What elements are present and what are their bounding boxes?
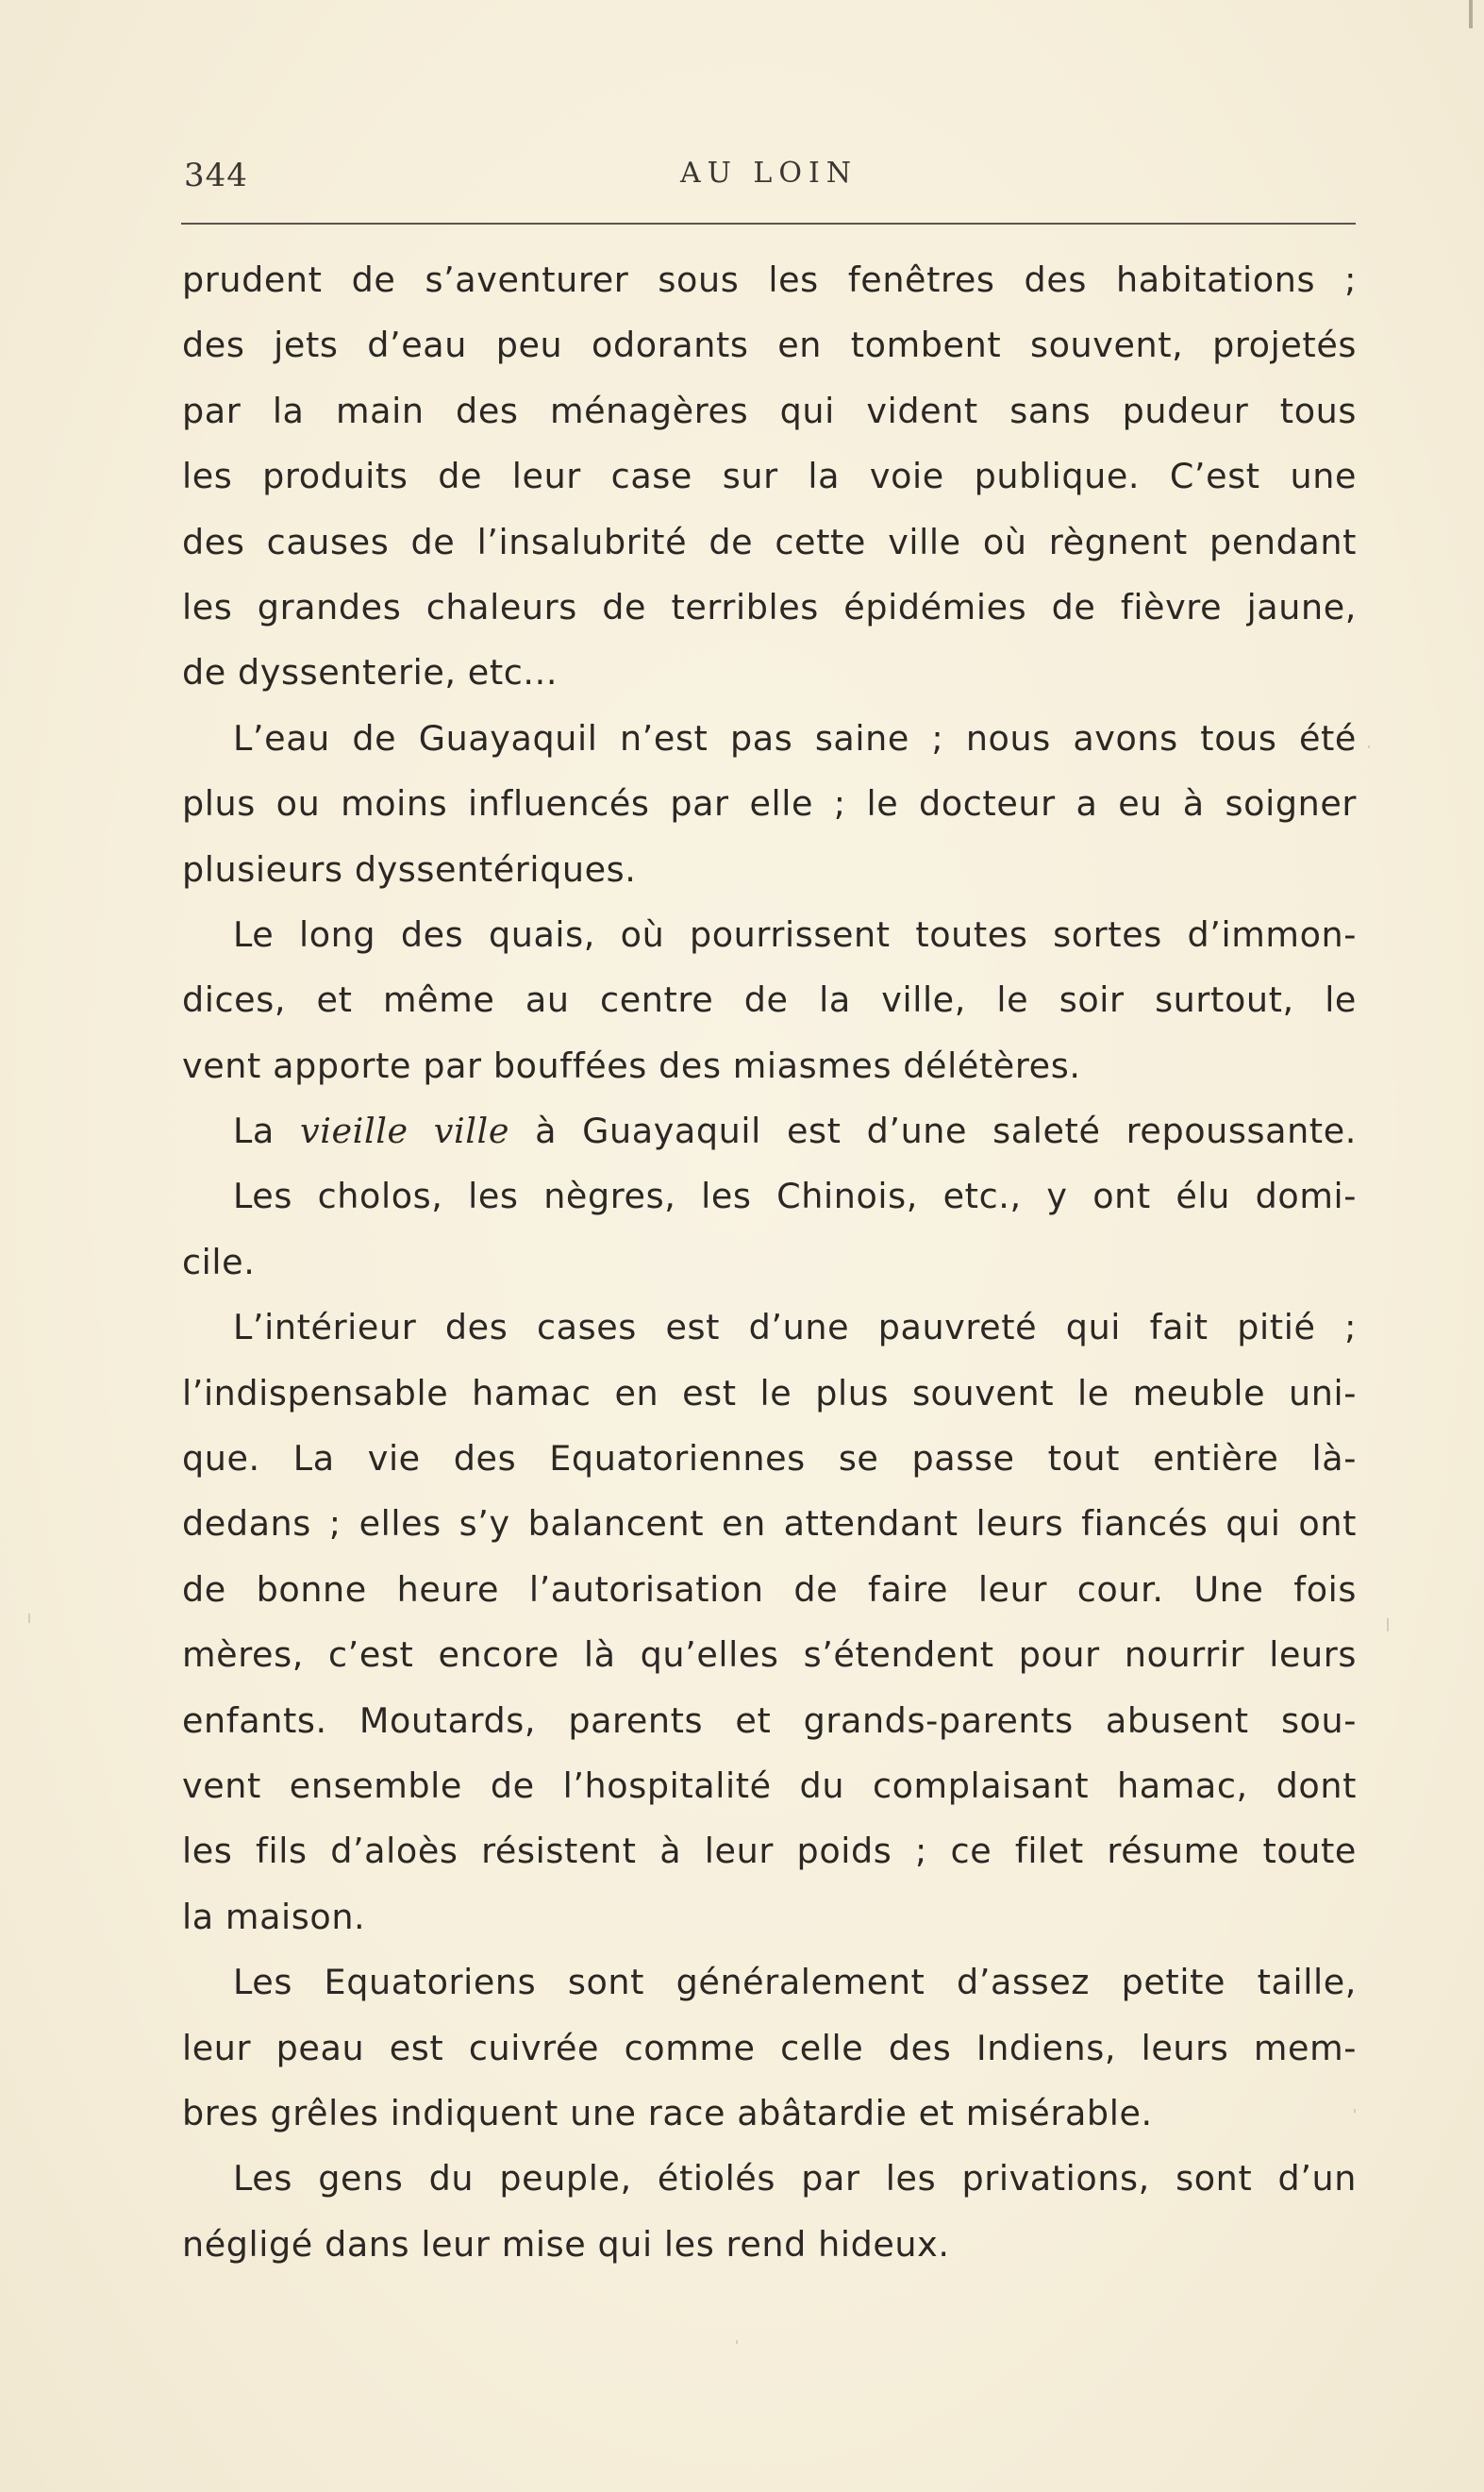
paper-speck [736,2340,738,2344]
paper-speck [28,1614,30,1623]
text-line: plus ou moins influencés par elle ; le docteur a eu à soigner [182,783,1357,825]
body-text [182,247,1357,2277]
paper-speck [1354,2109,1356,2113]
text-line: les grandes chaleurs de terribles épidémies de fièvre jaune, [182,586,1357,627]
text-line: leur peau est cuivrée comme celle des Indiens, leurs mem- [182,2027,1357,2068]
text-line: la maison. [182,1896,366,1937]
text-line: prudent de s’aventurer sous les fenêtres des habitations ; [182,259,1357,300]
text-line: que. La vie des Equatoriennes se passe tout entière là- [182,1438,1357,1480]
text-line: les produits de leur case sur la voie publique. C’est une [182,456,1357,497]
page-edge-mark [1469,0,1473,28]
text-segment: La [233,1111,300,1152]
text-line: cile. [182,1241,256,1282]
text-line: l’indispensable hamac en est le plus souvent le meuble uni- [182,1372,1357,1413]
text-segment: à Guayaquil est d’une saleté repoussante. [509,1111,1357,1152]
text-line: vent apporte par bouffées des miasmes délétères. [182,1045,1081,1086]
paper-speck [1387,1618,1389,1631]
text-line: bres grêles indiquent une race abâtardie et misérable. [182,2092,1153,2133]
text-line: Les Equatoriens sont généralement d’assez petite taille, [233,1962,1357,2003]
text-line: de dyssenterie, etc... [182,652,559,694]
text-line: les fils d’aloès résistent à leur poids ; ce filet résume toute [182,1831,1357,1872]
text-line: des causes de l’insalubrité de cette ville où règnent pendant [182,521,1357,562]
text-line: L’intérieur des cases est d’une pauvreté qui fait pitié ; [233,1307,1357,1348]
text-line: Les gens du peuple, étiolés par les privations, sont d’un [233,2158,1357,2199]
text-line: par la main des ménagères qui vident sans pudeur tous [182,390,1357,431]
page-number: 344 [184,157,248,194]
text-line: Le long des quais, où pourrissent toutes sortes d’immon- [233,913,1357,955]
text-line: mères, c’est encore là qu’elles s’étendent pour nourrir leurs [182,1634,1357,1676]
text-line: dices, et même au centre de la ville, le soir surtout, le [182,979,1357,1021]
text-line: des jets d’eau peu odorants en tombent souvent, projetés [182,325,1357,366]
text-line: de bonne heure l’autorisation de faire leur cour. Une fois [182,1568,1357,1610]
text-line: Les cholos, les nègres, les Chinois, etc., y ont élu domi- [233,1176,1357,1217]
italic-phrase: vieille ville [299,1111,510,1152]
text-line-vieille-ville [182,1098,1357,1163]
text-line: L’eau de Guayaquil n’est pas saine ; nous avons tous été [233,717,1357,759]
text-line: négligé dans leur mise qui les rend hideux. [182,2223,950,2265]
paper-speck [1368,745,1370,748]
running-title: AU LOIN [679,157,859,190]
text-line: vent ensemble de l’hospitalité du complaisant hamac, dont [182,1764,1357,1806]
text-line: dedans ; elles s’y balancent en attendant leurs fiancés qui ont [182,1503,1357,1545]
header-rule [181,223,1356,225]
text-line: plusieurs dyssentériques. [182,848,637,890]
text-line: enfants. Moutards, parents et grands-parents abusent sou- [182,1699,1357,1741]
page-header [179,151,1359,208]
